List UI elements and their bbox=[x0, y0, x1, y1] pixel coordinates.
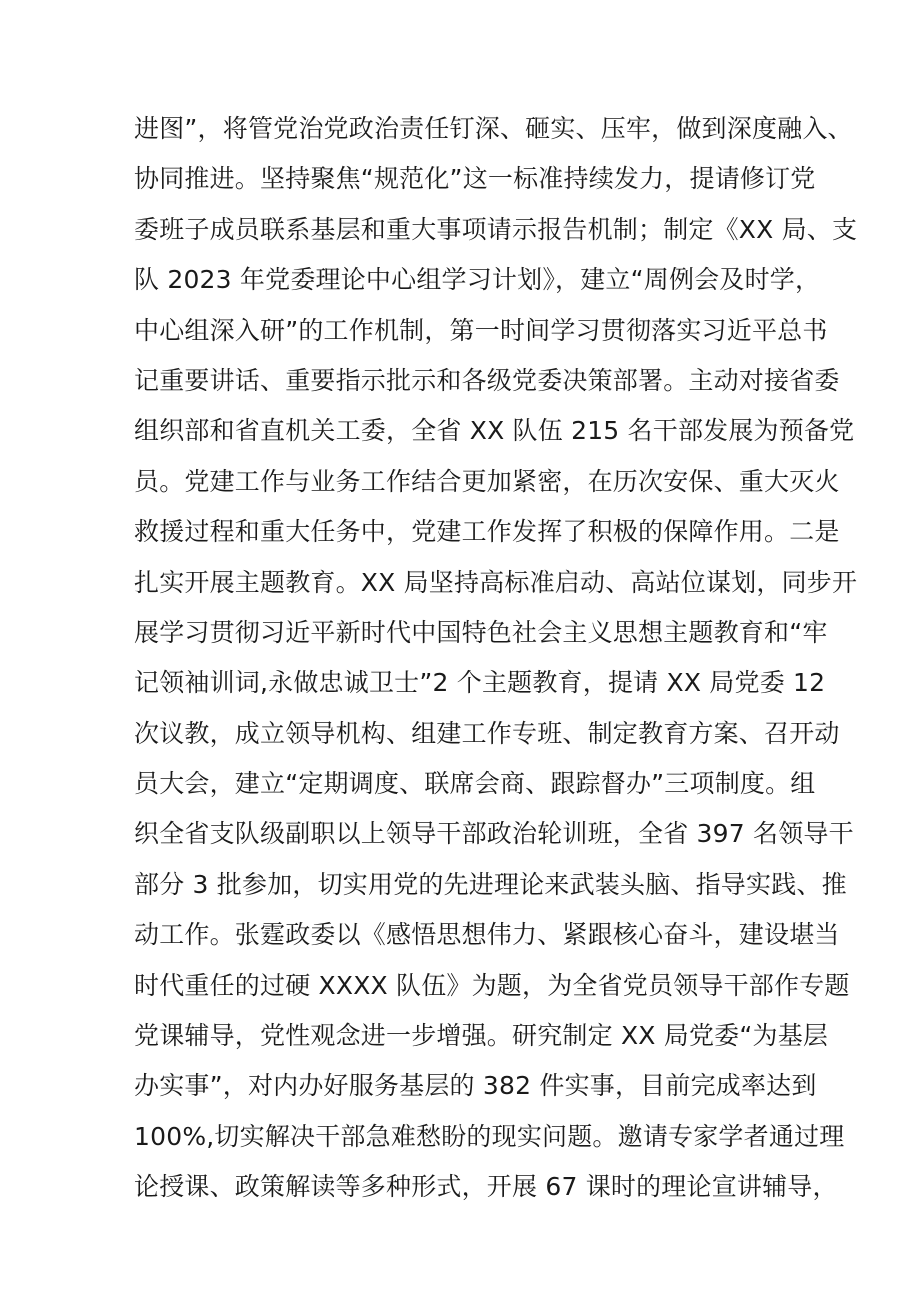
text-line: 员。党建工作与业务工作结合更加紧密，在历次安保、重大灭火 bbox=[134, 466, 840, 496]
text-line: 展学习贯彻习近平新时代中国特色社会主义思想主题教育和“牢 bbox=[134, 617, 828, 647]
body-paragraph bbox=[134, 104, 858, 1213]
text-line: 组织部和省直机关工委，全省 XX 队伍 215 名干部发展为预备党 bbox=[134, 416, 855, 446]
text-line: 进图”，将管党治党政治责任钉深、砸实、压牢，做到深度融入、 bbox=[134, 114, 853, 143]
text-line: 党课辅导，党性观念进一步增强。研究制定 XX 局党委“为基层 bbox=[134, 1021, 829, 1051]
text-line: 扎实开展主题教育。XX 局坚持高标准启动、高站位谋划，同步开 bbox=[134, 567, 858, 597]
text-line: 协同推进。坚持聚焦“规范化”这一标准持续发力，提请修订党 bbox=[134, 164, 816, 194]
text-line: 论授课、政策解读等多种形式，开展 67 课时的理论宣讲辅导， bbox=[134, 1172, 838, 1202]
text-line: 织全省支队级副职以上领导干部政治轮训班，全省 397 名领导干 bbox=[134, 819, 854, 849]
text-line: 救援过程和重大任务中，党建工作发挥了积极的保障作用。二是 bbox=[134, 517, 840, 547]
text-line: 时代重任的过硬 XXXX 队伍》为题，为全省党员领导干部作专题 bbox=[134, 970, 850, 1000]
text-line: 员大会，建立“定期调度、联席会商、跟踪督办”三项制度。组 bbox=[134, 769, 816, 799]
text-line: 部分 3 批参加，切实用党的先进理论来武装头脑、指导实践、推 bbox=[134, 869, 847, 899]
text-line: 记重要讲话、重要指示批示和各级党委决策部署。主动对接省委 bbox=[134, 365, 840, 395]
text-line: 次议教，成立领导机构、组建工作专班、制定教育方案、召开动 bbox=[134, 718, 840, 748]
text-line: 中心组深入研”的工作机制，第一时间学习贯彻落实习近平总书 bbox=[134, 315, 828, 345]
text-line: 队 2023 年党委理论中心组学习计划》，建立“周例会及时学， bbox=[134, 265, 821, 295]
text-line: 100%,切实解决干部急难愁盼的现实问题。邀请专家学者通过理 bbox=[134, 1121, 845, 1151]
text-line: 委班子成员联系基层和重大事项请示报告机制；制定《XX 局、支 bbox=[134, 214, 858, 244]
text-line: 动工作。张霆政委以《感悟思想伟力、紧跟核心奋斗，建设堪当 bbox=[134, 920, 840, 950]
text-line: 办实事”，对内办好服务基层的 382 件实事，目前完成率达到 bbox=[134, 1071, 817, 1101]
text-line: 记领袖训词,永做忠诚卫士”2 个主题教育，提请 XX 局党委 12 bbox=[134, 668, 826, 698]
